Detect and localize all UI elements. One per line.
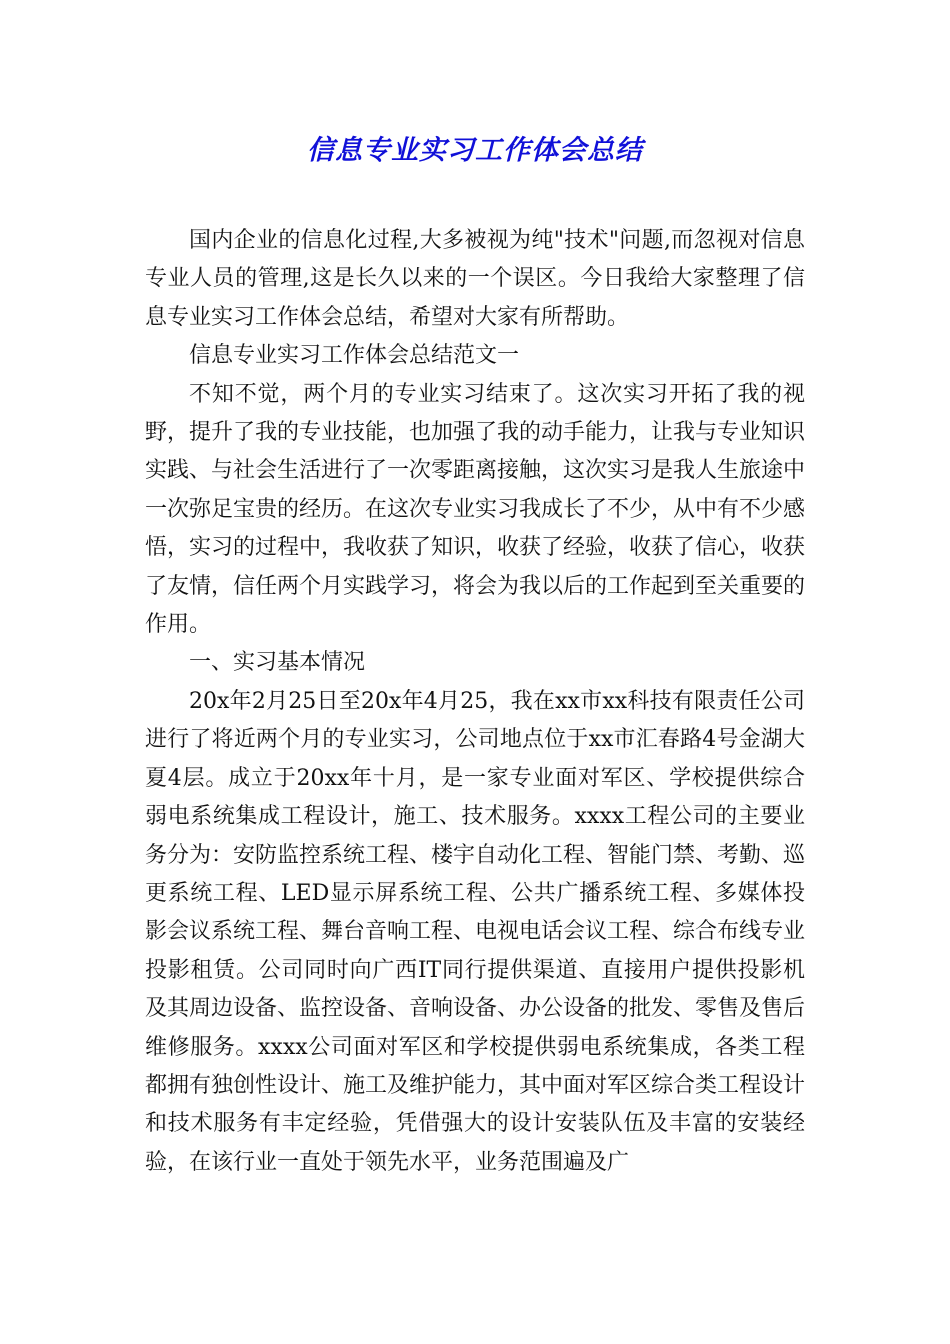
document-title: 信息专业实习工作体会总结 [307,135,643,166]
body-paragraph: 不知不觉，两个月的专业实习结束了。这次实习开拓了我的视野，提升了我的专业技能，也加强了我的动手能力，让我与专业知识实践、与社会生活进行了一次零距离接触，这次实习是我人生旅途中一次弥足宝贵的经历。在这次专业实习我成长了不少，从中有不少感悟，实习的过程中，我收获了知识，收获了经验，收获了信心，收获了友情，信任两个月实践学习，将会为我以后的工作起到至关重要的作用。 [145,381,806,638]
section-heading-sample-one: 信息专业实习工作体会总结范文一 [189,343,520,369]
body-paragraph: 20x年2月25日至20x年4月25，我在xx市xx科技有限责任公司进行了将近两个月的专业实习，公司地点位于xx市汇春路4号金湖大夏4层。成立于20xx年十月，是一家专业面对军区、学校提供综合弱电系统集成工程设计，施工、技术服务。xxxx工程公司的主要业务分为：安防监控系统工程、楼宇自动化工程、智能门禁、考勤、巡更系统工程、LED显示屏系统工程、公共广播系统工程、多媒体投影会议系统工程、舞台音响工程、电视电话会议工程、综合布线专业投影租赁。公司同时向广西IT同行提供渠道、直接用户提供投影机及其周边设备、监控设备、音响设备、办公设备的批发、零售及售后维修服务。xxxx公司面对军区和学校提供弱电系统集成，各类工程都拥有独创性设计、施工及维护能力，其中面对军区综合类工程设计和技术服务有丰定经验，凭借强大的设计安装队伍及丰富的安装经验，在该行业一直处于领先水平，业务范围遍及广 [145,688,806,1175]
intro-paragraph: 国内企业的信息化过程,大多被视为纯"技术"问题,而忽视对信息专业人员的管理,这是长久以来的一个误区。今日我给大家整理了信息专业实习工作体会总结，希望对大家有所帮助。 [145,228,805,330]
document-body [145,222,805,1182]
section-heading-basic-info: 一、实习基本情况 [189,650,366,676]
